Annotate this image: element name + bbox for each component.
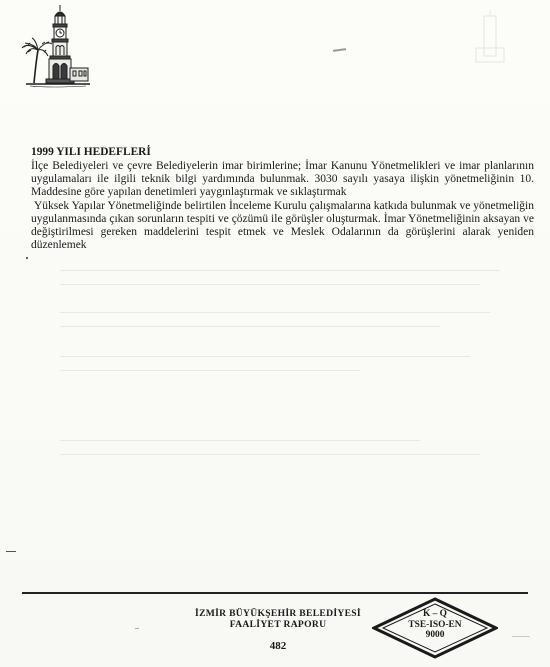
scan-mark bbox=[26, 257, 28, 259]
cert-line: TSE-ISO-EN bbox=[408, 619, 462, 630]
footer-rule bbox=[22, 592, 528, 594]
bleed-through-line bbox=[60, 356, 470, 357]
footer-organization bbox=[163, 608, 393, 630]
scan-mark bbox=[512, 636, 530, 637]
paragraph: İlçe Belediyeleri ve çevre Belediyelerin imar birimlerine; İmar Kanunu Yönetmelikleri ve imar planlarının uygulamaları ile ilgili teknik bilgi yardımında bulunmak. 3030 sayılı yasaya ilişkin yönetmeliğinin 10. Maddesine göre yapılan denetimleri yaygınlaştırmak ve sıklaştırmak bbox=[31, 160, 534, 199]
bleed-through-line bbox=[60, 284, 480, 285]
scan-mark bbox=[6, 551, 16, 552]
footer-report-name: FAALİYET RAPORU bbox=[229, 619, 327, 630]
clock-tower-icon bbox=[20, 2, 92, 90]
cert-line: 9000 bbox=[425, 630, 445, 641]
scan-mark bbox=[333, 48, 346, 52]
certification-badge bbox=[372, 609, 498, 641]
bleed-through-line bbox=[60, 326, 440, 327]
bleed-through-line bbox=[60, 370, 360, 371]
bleed-through-line bbox=[60, 440, 420, 441]
bleed-through-line bbox=[60, 312, 490, 313]
page-number: 482 bbox=[269, 640, 287, 652]
footer-org-name: İZMİR BÜYÜKŞEHİR BELEDİYESİ bbox=[195, 608, 361, 619]
document-body bbox=[31, 146, 534, 252]
scan-mark bbox=[135, 628, 139, 629]
ghost-emblem-icon bbox=[470, 8, 510, 68]
section-heading: 1999 YILI HEDEFLERİ bbox=[31, 146, 151, 158]
bleed-through-line bbox=[60, 454, 480, 455]
bleed-through-line bbox=[60, 270, 500, 271]
paragraph: Yüksek Yapılar Yönetmeliğinde belirtilen İnceleme Kurulu çalışmalarına katkıda bulunmak ve yönetmeliğin uygulanmasında çıkan sorunların tespiti ve çözümü ile görüşler oluşturmak. İmar Yönetmeliğinin aksayan ve değiştirilmesi gereken maddelerini tespit etmek ve Meslek Odalarının da görüşlerini alarak yeniden düzenlemek bbox=[31, 199, 534, 252]
cert-line: K – Q bbox=[423, 609, 447, 619]
